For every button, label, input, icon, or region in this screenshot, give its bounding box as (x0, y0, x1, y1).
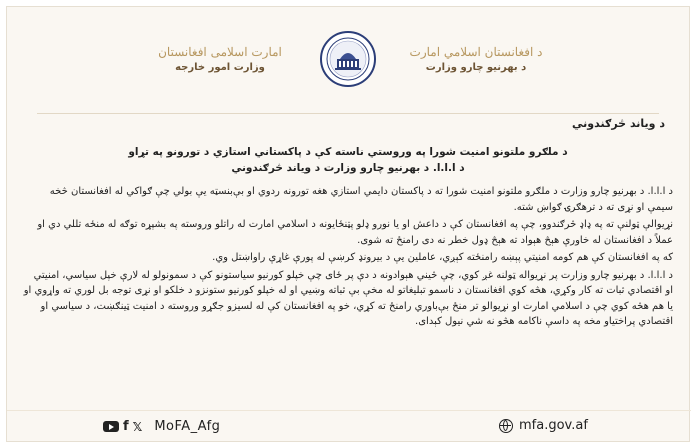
logo-sub-dari: وزارت امور خارجه (175, 62, 265, 73)
mofa-dari-logo (145, 45, 295, 73)
paragraph: نړیوالې ټولنې ته په ډاډ څرګندوو، چې په افغانستان کې د داعش او یا نورو ډلو پټنځایونه د اسلامي امارت له راتلو وروسته په بشپړه توګه له منځه تللي دي او عملاً د افغانستان له خاورې هېڅ هېواد ته هېڅ ډول خطر نه دی رامنځ ته شوی. (37, 219, 673, 246)
mofa-pashto-logo (401, 45, 551, 73)
paragraph: د ا.ا.ا. د بهرنیو چارو وزارت د ملګرو ملتونو امنیت شورا ته د پاکستان دایمي استازي هغه تورونه ردوي او بې‌بنسټه يې بولي چې ګواکي له افغانستان څخه سیمې او نړی ته د ترهګرۍ ګواښ شته. (49, 186, 673, 213)
social-links (103, 419, 220, 434)
letterhead (7, 7, 691, 111)
statement-body (23, 117, 673, 332)
statement-subject (23, 144, 673, 176)
x-twitter-icon[interactable]: 𝕏 (132, 419, 143, 434)
subject-line: د ا.ا.ا. د بهرنیو چارو وزارت د ویاند څرګندوني (231, 162, 465, 174)
paragraph: د ا.ا.ا. د بهرنیو چارو وزارت پر نړیواله ټولنه غږ کوي، چې څيني هېوادونه د دې پر ځای چې خپلو کورنيو سياستونو کې د سمونولو له لارې خپل سیاسي، امنیتي او اقتصادي ثبات ته کار وکړي، هڅه کوي افغانستان د ناسمو تبليغاتو له مخې بې ثباته وښیي او له خپلو کورنیو ستونزو د خلکو او نړی توجه بل لوري ته واړوي او یا هم هڅه کوي چې د اسلامي امارت او نړیوالو تر منځ بې‌باوري رامنځ ته کړي، خو په افغانستان کې له لسيزو جګړو وروسته د امنیت ټينګښت، د سیاسي او اقتصادي پراختیاو مخه په داسې ناکامه هڅو نه شي نيول کېدای. (23, 269, 673, 327)
website-url[interactable]: mfa.gov.af (519, 418, 588, 433)
paragraph: که په افغانستان کې هم کومه امنیتي پېښه رامنځته کېږي، عاملين يې د بيرونډ کرښې له پورې غاړې راواښتل وي. (212, 252, 673, 263)
social-handle[interactable]: MoFA_Afg (154, 419, 221, 434)
logo-sub-pashto: د بهرنيو چارو وزارت (425, 62, 527, 73)
subject-line: د ملګرو ملتونو امنیت شورا په وروستي ناسته کې د پاکستاني استازي د تورونو په تړاو (128, 146, 568, 158)
footer (7, 410, 691, 441)
logo-script-dari: امارت اسلامی افغانستان (158, 45, 282, 59)
statement-card (6, 6, 690, 442)
emirate-seal-icon (320, 31, 376, 87)
globe-icon (499, 419, 513, 433)
website-link[interactable] (499, 418, 588, 433)
logo-script-pashto: د افغانستان اسلامي امارت (409, 45, 543, 59)
youtube-icon[interactable] (103, 421, 119, 432)
header-divider (37, 113, 659, 114)
statement-title: د ویاند څرګندوني (572, 117, 665, 130)
facebook-icon[interactable]: f (123, 419, 129, 434)
